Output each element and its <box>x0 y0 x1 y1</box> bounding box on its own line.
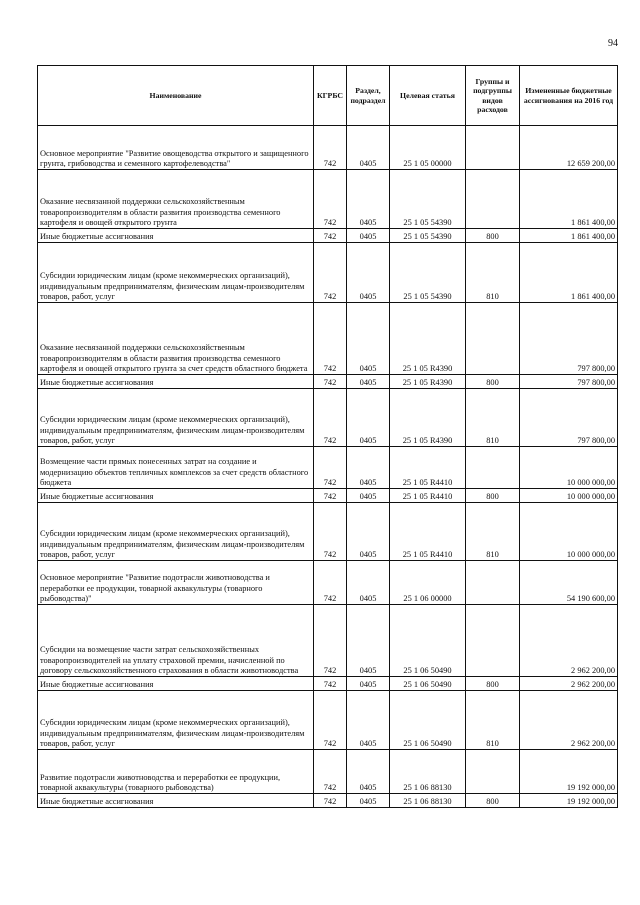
row-kgrbs: 742 <box>314 794 347 808</box>
row-amount: 10 000 000,00 <box>520 503 618 561</box>
row-amount: 19 192 000,00 <box>520 750 618 794</box>
row-group: 800 <box>466 489 520 503</box>
header-amount: Измененные бюджетные ассигнования на 2016 год <box>520 66 618 126</box>
row-section: 0405 <box>347 605 390 677</box>
row-name: Иные бюджетные ассигнования <box>38 489 314 503</box>
row-group <box>466 126 520 170</box>
row-kgrbs: 742 <box>314 605 347 677</box>
row-amount: 797 800,00 <box>520 375 618 389</box>
row-name: Оказание несвязанной поддержки сельскохозяйственным товаропроизводителям в области развития производства семенного картофеля и овощей открытого грунта за счет средств областного бюджета <box>38 303 314 375</box>
row-kgrbs: 742 <box>314 389 347 447</box>
row-amount: 797 800,00 <box>520 303 618 375</box>
table-row <box>38 229 618 243</box>
row-name: Субсидии юридическим лицам (кроме некоммерческих организаций), индивидуальным предпринимателям, физическим лицам-производителям товаров, работ, услуг <box>38 243 314 303</box>
table-row <box>38 561 618 605</box>
row-kgrbs: 742 <box>314 303 347 375</box>
row-name: Основное мероприятие "Развитие подотрасли животноводства и переработки ее продукции, товарной аквакультуры (товарного рыбоводства)" <box>38 561 314 605</box>
row-target: 25 1 06 50490 <box>390 605 466 677</box>
row-kgrbs: 742 <box>314 691 347 750</box>
row-amount: 2 962 200,00 <box>520 677 618 691</box>
row-kgrbs: 742 <box>314 229 347 243</box>
row-target: 25 1 06 50490 <box>390 691 466 750</box>
row-name: Оказание несвязанной поддержки сельскохозяйственным товаропроизводителям в области развития производства семенного картофеля и овощей открытого грунта <box>38 170 314 229</box>
row-kgrbs: 742 <box>314 503 347 561</box>
header-kgrbs: КГРБС <box>314 66 347 126</box>
table-row <box>38 503 618 561</box>
row-target: 25 1 05 54390 <box>390 243 466 303</box>
row-target: 25 1 05 54390 <box>390 229 466 243</box>
budget-table <box>37 65 618 808</box>
row-kgrbs: 742 <box>314 126 347 170</box>
row-kgrbs: 742 <box>314 750 347 794</box>
header-name: Наименование <box>38 66 314 126</box>
row-target: 25 1 06 50490 <box>390 677 466 691</box>
table-row <box>38 303 618 375</box>
row-name: Субсидии юридическим лицам (кроме некоммерческих организаций), индивидуальным предпринимателям, физическим лицам-производителям товаров, работ, услуг <box>38 503 314 561</box>
table-row <box>38 126 618 170</box>
row-group: 800 <box>466 677 520 691</box>
row-amount: 19 192 000,00 <box>520 794 618 808</box>
row-target: 25 1 05 00000 <box>390 126 466 170</box>
table-row <box>38 605 618 677</box>
table-row <box>38 447 618 489</box>
row-amount: 2 962 200,00 <box>520 605 618 677</box>
table-row <box>38 489 618 503</box>
row-section: 0405 <box>347 447 390 489</box>
row-section: 0405 <box>347 691 390 750</box>
row-group: 800 <box>466 794 520 808</box>
table-row <box>38 677 618 691</box>
row-section: 0405 <box>347 389 390 447</box>
row-group: 810 <box>466 389 520 447</box>
row-group <box>466 447 520 489</box>
row-target: 25 1 05 R4390 <box>390 303 466 375</box>
row-group: 800 <box>466 229 520 243</box>
row-section: 0405 <box>347 229 390 243</box>
row-group <box>466 561 520 605</box>
table-row <box>38 375 618 389</box>
row-target: 25 1 05 R4390 <box>390 375 466 389</box>
row-amount: 1 861 400,00 <box>520 229 618 243</box>
row-target: 25 1 06 88130 <box>390 794 466 808</box>
row-target: 25 1 05 R4410 <box>390 447 466 489</box>
row-group: 810 <box>466 503 520 561</box>
row-section: 0405 <box>347 375 390 389</box>
row-name: Иные бюджетные ассигнования <box>38 794 314 808</box>
row-section: 0405 <box>347 489 390 503</box>
row-target: 25 1 06 00000 <box>390 561 466 605</box>
row-section: 0405 <box>347 170 390 229</box>
row-group <box>466 170 520 229</box>
table-row <box>38 750 618 794</box>
row-section: 0405 <box>347 561 390 605</box>
row-name: Возмещение части прямых понесенных затрат на создание и модернизацию объектов тепличных комплексов за счет средств областного бюджета <box>38 447 314 489</box>
page-number: 94 <box>608 38 618 49</box>
row-amount: 10 000 000,00 <box>520 489 618 503</box>
row-section: 0405 <box>347 750 390 794</box>
row-target: 25 1 05 R4410 <box>390 489 466 503</box>
row-amount: 10 000 000,00 <box>520 447 618 489</box>
row-section: 0405 <box>347 243 390 303</box>
table-row <box>38 243 618 303</box>
row-kgrbs: 742 <box>314 489 347 503</box>
header-section: Раздел, подраздел <box>347 66 390 126</box>
row-amount: 1 861 400,00 <box>520 170 618 229</box>
row-amount: 2 962 200,00 <box>520 691 618 750</box>
table-header-row <box>38 66 618 126</box>
row-amount: 12 659 200,00 <box>520 126 618 170</box>
row-kgrbs: 742 <box>314 677 347 691</box>
row-amount: 54 190 600,00 <box>520 561 618 605</box>
header-target: Целевая статья <box>390 66 466 126</box>
row-kgrbs: 742 <box>314 243 347 303</box>
header-group: Группы и подгруппы видов расходов <box>466 66 520 126</box>
row-group: 810 <box>466 243 520 303</box>
row-target: 25 1 05 R4410 <box>390 503 466 561</box>
row-target: 25 1 06 88130 <box>390 750 466 794</box>
table-row <box>38 389 618 447</box>
row-name: Субсидии юридическим лицам (кроме некоммерческих организаций), индивидуальным предпринимателям, физическим лицам-производителям товаров, работ, услуг <box>38 691 314 750</box>
row-name: Иные бюджетные ассигнования <box>38 375 314 389</box>
row-group <box>466 605 520 677</box>
row-section: 0405 <box>347 503 390 561</box>
row-name: Иные бюджетные ассигнования <box>38 229 314 243</box>
row-kgrbs: 742 <box>314 375 347 389</box>
row-kgrbs: 742 <box>314 170 347 229</box>
row-name: Основное мероприятие "Развитие овощеводства открытого и защищенного грунта, грибоводства и семенного картофелеводства" <box>38 126 314 170</box>
row-section: 0405 <box>347 303 390 375</box>
row-section: 0405 <box>347 126 390 170</box>
row-target: 25 1 05 R4390 <box>390 389 466 447</box>
table-row <box>38 794 618 808</box>
row-name: Субсидии на возмещение части затрат сельскохозяйственных товаропроизводителей на уплату страховой премии, начисленной по договору сельскохозяйственного страхования в области животноводства <box>38 605 314 677</box>
table-row <box>38 170 618 229</box>
row-group <box>466 750 520 794</box>
row-kgrbs: 742 <box>314 561 347 605</box>
table-row <box>38 691 618 750</box>
row-name: Развитие подотрасли животноводства и переработки ее продукции, товарной аквакультуры (товарного рыбоводства) <box>38 750 314 794</box>
row-name: Субсидии юридическим лицам (кроме некоммерческих организаций), индивидуальным предпринимателям, физическим лицам-производителям товаров, работ, услуг <box>38 389 314 447</box>
row-section: 0405 <box>347 677 390 691</box>
row-group: 810 <box>466 691 520 750</box>
row-amount: 1 861 400,00 <box>520 243 618 303</box>
row-group: 800 <box>466 375 520 389</box>
row-target: 25 1 05 54390 <box>390 170 466 229</box>
row-name: Иные бюджетные ассигнования <box>38 677 314 691</box>
row-kgrbs: 742 <box>314 447 347 489</box>
row-group <box>466 303 520 375</box>
row-amount: 797 800,00 <box>520 389 618 447</box>
row-section: 0405 <box>347 794 390 808</box>
